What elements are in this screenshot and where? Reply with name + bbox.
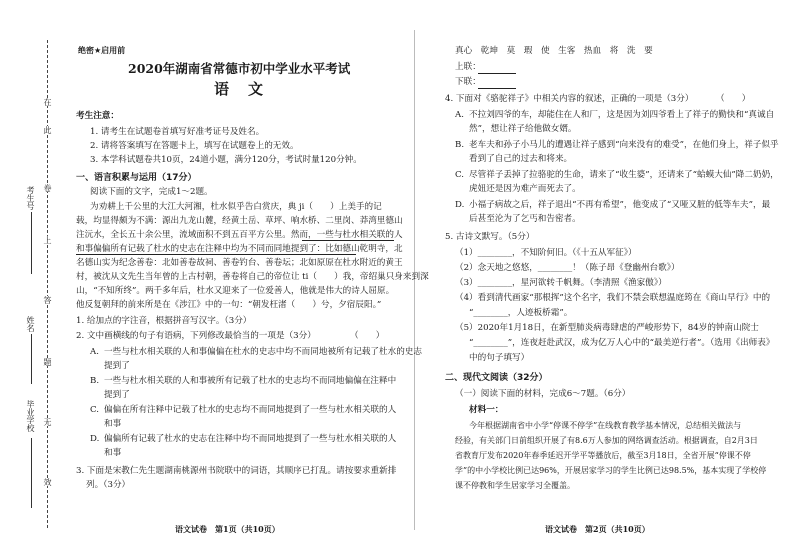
question-3: 列。（3分） [86,480,131,490]
option-text: 虎妞还是因为难产而死去了。 [469,184,581,194]
binding-word: 在 [43,98,52,106]
option-label: C. [455,170,465,180]
question-4: 4. 下面对《骆驼祥子》中相关内容的叙述，正确的一项是（3分） [445,94,694,104]
poem-line: （5）2020年1月18日，在新型肺炎病毒肆虐的严峻形势下，84岁的钟南山院士 [455,323,759,333]
material-line: 省教育厅发布2020年春季延迟开学平等播放后，截至3月18日，全省开展“停课不停 [455,451,751,460]
poem-line: （4）看到清代画家“那根挥”这个名字，我们不禁会联想温庭筠在《商山早行》中的 [455,293,771,303]
question-1: 1. 给加点的字注音，根据拼音写汉字。（3分） [76,316,252,326]
option-text: 提到了 [104,390,130,400]
option-label: A. [455,110,464,120]
option-text: 不拉刘四爷的车，却能住在人和厂，这是因为刘四爷看上了祥子的勤快和“真诚自 [469,110,775,120]
passage-line: 和事偏偏所有记载了杜水的史志在注释中均为不同而同地提到了：比如德山乾明寺，北 [76,244,403,254]
poem-line: （1）________，不知阶何旧。（《十五从军征》） [455,248,637,258]
answer-paren: （ ） [716,94,751,104]
notice-item: 1. 请考生在试题卷首填写好准考证号及姓名。 [90,127,265,137]
question-3: 3. 下面是宋教仁先生题湖南桃源州书院联中的词语，其顺序已打乱。请按要求重新排 [76,466,397,476]
option-text: 看到了自己的过去和将来。 [469,154,573,164]
notice-item: 3. 本学科试题卷共10页，24道小题，满分120分，考试时量120分钟。 [90,155,362,165]
option-label: B. [90,376,100,386]
passage-line: 注沅水，全长五十余公里，流域面积不到五百平方公里。然而，一些与杜水相关联的人 [76,230,403,240]
option-text: 后甚至沦为了乞丐和告密者。 [469,214,581,224]
option-text: 然”，想让祥子给他做女婿。 [469,124,577,134]
option-text: 一些与杜水相关联的人和事偏偏在杜水的史志中均不而同地被所有记载了杜水的史志 [104,347,422,357]
option-text: 老车夫和孙子小马儿的遭遇让祥子感到“向来没有的难受”，在他们身上，祥子似乎 [469,140,779,150]
binding-word: 答 [43,296,52,304]
poem-line: （3）________，星河欲转千帆舞。（李清照《渔家傲》） [455,278,667,288]
poem-line: （2）念天地之悠悠，________！（陈子昂《登幽州台歌》） [455,263,680,273]
binding-word: 此 [43,126,52,134]
passage-line: 他反复朝拜的前来所是在《涉江》中的一句：“朝发枉渚（ ）兮，夕宿辰阳。” [76,300,382,310]
passage-line: 为劝耕上千公里的大江大河湘，杜水似乎告白赏庆，典 ji（ ）上美手的记 [90,202,382,212]
option-label: C. [90,405,100,415]
binding-word: 题 [43,358,52,366]
poem-line: “________，人迹板桥霜”。 [469,308,573,318]
binding-strip [0,0,62,560]
question-2: 2. 文中画横线的句子有语病，下列修改最恰当的一项是（3分） [76,331,316,341]
option-text: 提到了 [104,361,130,371]
material-line: 课不停教和学生居家学习全覆盖。 [455,481,575,490]
material-line: 经验，有关部门日前组织开展了有8.6万人参加的网络调查活动。根据调查，自2月3日 [455,436,758,445]
binding-word: 效 [43,478,52,486]
sentence-underline [76,254,356,255]
school-blank [31,438,32,508]
section-heading-2: 二、现代文阅读（32分） [445,373,548,383]
notice-item: 2. 请将答案填写在答题卡上，填写在试题卷上的无效。 [90,141,299,151]
material-line: 学”的中小学校比例已达96%，开展居家学习的学生比例已达98.5%，基本实现了学校停 [455,466,767,475]
name-label: 姓名 [26,316,35,332]
passage-line: 村，被沈从文先生当年曾的上古村朝，善卷将自己的帝位让 ti（ ）我，帝绍巢只身来到深 [76,272,429,282]
binding-word: 上 [43,236,52,244]
school-label: 毕业学校 [26,400,35,432]
name-blank [31,334,32,384]
reading-intro: （一）阅读下面的材料，完成6～7题。（6分） [455,389,631,399]
binding-word: 无 [43,418,52,426]
option-label: A. [90,347,99,357]
question-5: 5. 古诗文默写。（5分） [445,232,535,242]
option-label: D. [455,200,465,210]
option-text: 小福子病故之后，祥子退出“不再有希望”，他变成了“又哑又脏的低等车夫”，最 [469,200,771,210]
reading-intro: 阅读下面的文字，完成1～2题。 [90,187,213,197]
student-id-label: 考生号 [26,186,35,210]
upper-couplet-label: 上联： [455,62,481,72]
option-text: 和事 [104,448,122,458]
option-text: 偏偏所有记载了杜水的史志在注释中均不而同地提到了一些与杜水相关联的人 [104,434,397,444]
page-footer: 语文试卷 第2页（共10页） [545,524,650,534]
passage-line: 名德山实为纪念善卷：北如善卷故祠、善卷钓台、善卷坛；北如原原在杜水附近的黄王 [76,258,403,268]
option-label: D. [90,434,100,444]
binding-dashed-line [47,40,48,528]
exam-title: 2020年湖南省常德市初中学业水平考试 [128,61,351,76]
answer-paren: （ ） [350,331,385,341]
upper-couplet-blank [478,73,516,74]
student-id-blank [31,212,32,274]
material-line: 今年根据湖南省中小学“停课不停学”在线教育教学基本情况，总结相关做法与 [469,421,742,430]
material-heading: 材料一： [469,405,504,415]
passage-line: 山，“不知所终”。两千多年后，杜水又迎来了一位爱善人，他就是伟大的诗人屈原。 [76,286,395,296]
option-text: 一些与杜水相关联的人和事被所有记载了杜水的史志均不而同地偏偏在注释中 [104,376,397,386]
option-text: 尽管祥子丢掉了拉骆驼的生命，请来了“收生婆”，还请来了“蛤蟆大仙”降二奶奶， [469,170,779,180]
passage-line: 载，均显得颇为不满：源出九龙山麓，经黄土岳、草坪、响水桥、二里岗、莽湾里德山 [76,216,403,226]
option-text: 偏偏在所有注释中记载了杜水的史志均不而同地提到了一些与杜水相关联的人 [104,405,397,415]
lower-couplet-blank [478,88,516,89]
poem-line: “________”，连夜赶赴武汉，成为亿万人心中的“最美逆行者”。（选用《出师表》 [469,338,775,348]
sentence-underline [302,240,394,241]
section-heading-1: 一、语言积累与运用（17分） [76,173,197,183]
poem-line: 中的句子填写） [469,353,530,363]
subject-title: 语 文 [214,80,266,98]
lower-couplet-label: 下联： [455,77,481,87]
page-footer: 语文试卷 第1页（共10页） [175,524,280,534]
notice-title: 考生注意： [76,111,119,121]
option-label: B. [455,140,465,150]
secret-mark: 绝密★启用前 [78,46,126,55]
couplet-words: 真心 乾坤 莫 瑕 使 生客 热血 将 洗 要 [455,46,653,56]
option-text: 和事 [104,419,122,429]
binding-word: 卷 [43,184,52,192]
